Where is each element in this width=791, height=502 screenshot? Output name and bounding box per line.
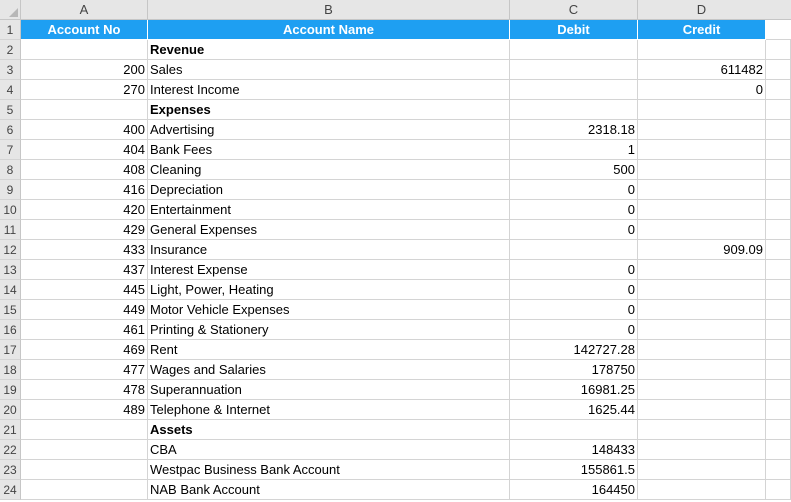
account-name-cell[interactable]: Insurance — [148, 240, 510, 260]
debit-cell[interactable]: 0 — [510, 200, 638, 220]
account-name-cell[interactable]: Light, Power, Heating — [148, 280, 510, 300]
debit-cell[interactable] — [510, 240, 638, 260]
account-no-cell[interactable] — [21, 100, 148, 120]
table-row — [21, 340, 791, 360]
table-row — [21, 100, 791, 120]
table-row — [21, 460, 791, 480]
account-name-cell[interactable]: Westpac Business Bank Account — [148, 460, 510, 480]
empty-cell[interactable] — [766, 320, 791, 340]
row-header[interactable]: 5 — [0, 100, 21, 120]
credit-cell[interactable] — [638, 400, 766, 420]
column-header-c[interactable]: C — [510, 0, 638, 20]
select-all-corner[interactable] — [0, 0, 21, 20]
empty-cell[interactable] — [766, 180, 791, 200]
empty-cell[interactable] — [766, 220, 791, 240]
credit-cell[interactable] — [638, 300, 766, 320]
debit-cell[interactable]: 1 — [510, 140, 638, 160]
account-name-cell[interactable]: Cleaning — [148, 160, 510, 180]
credit-cell[interactable] — [638, 260, 766, 280]
debit-cell[interactable]: 0 — [510, 220, 638, 240]
credit-cell[interactable] — [638, 220, 766, 240]
header-debit[interactable]: Debit — [510, 20, 638, 40]
account-no-cell[interactable]: 420 — [21, 200, 148, 220]
account-no-cell[interactable]: 449 — [21, 300, 148, 320]
account-name-cell[interactable]: Motor Vehicle Expenses — [148, 300, 510, 320]
account-no-cell[interactable] — [21, 40, 148, 60]
table-row — [21, 200, 791, 220]
account-no-cell[interactable] — [21, 460, 148, 480]
table-row — [21, 120, 791, 140]
credit-cell[interactable] — [638, 420, 766, 440]
debit-cell[interactable] — [510, 100, 638, 120]
account-name-cell[interactable]: Wages and Salaries — [148, 360, 510, 380]
row-header[interactable]: 8 — [0, 160, 21, 180]
row-header[interactable]: 17 — [0, 340, 21, 360]
account-name-cell[interactable]: Revenue — [148, 40, 510, 60]
table-row — [21, 240, 791, 260]
credit-cell[interactable]: 0 — [638, 80, 766, 100]
credit-cell[interactable] — [638, 380, 766, 400]
header-account-no[interactable]: Account No — [21, 20, 148, 40]
row-header[interactable]: 1 — [0, 20, 21, 40]
debit-cell[interactable]: 155861.5 — [510, 460, 638, 480]
empty-cell[interactable] — [766, 380, 791, 400]
credit-cell[interactable] — [638, 100, 766, 120]
empty-cell[interactable] — [766, 340, 791, 360]
account-no-cell[interactable]: 489 — [21, 400, 148, 420]
account-name-cell[interactable]: Interest Income — [148, 80, 510, 100]
account-no-cell[interactable]: 445 — [21, 280, 148, 300]
credit-cell[interactable] — [638, 200, 766, 220]
empty-cell[interactable] — [766, 360, 791, 380]
credit-cell[interactable] — [638, 120, 766, 140]
account-name-cell[interactable]: Assets — [148, 420, 510, 440]
debit-cell[interactable]: 142727.28 — [510, 340, 638, 360]
credit-cell[interactable] — [638, 280, 766, 300]
row-header[interactable]: 16 — [0, 320, 21, 340]
account-name-cell[interactable]: Printing & Stationery — [148, 320, 510, 340]
row-header[interactable]: 15 — [0, 300, 21, 320]
empty-cell[interactable] — [766, 260, 791, 280]
account-name-cell[interactable]: Telephone & Internet — [148, 400, 510, 420]
debit-cell[interactable] — [510, 420, 638, 440]
credit-cell[interactable] — [638, 360, 766, 380]
row-header[interactable]: 19 — [0, 380, 21, 400]
empty-cell[interactable] — [766, 100, 791, 120]
header-account-name[interactable]: Account Name — [148, 20, 510, 40]
row-header[interactable]: 13 — [0, 260, 21, 280]
table-row — [21, 360, 791, 380]
empty-cell[interactable] — [766, 300, 791, 320]
debit-cell[interactable]: 178750 — [510, 360, 638, 380]
column-header-a[interactable]: A — [21, 0, 148, 20]
empty-cell[interactable] — [766, 440, 791, 460]
table-row — [21, 440, 791, 460]
row-header[interactable]: 23 — [0, 460, 21, 480]
table-row — [21, 320, 791, 340]
empty-cell[interactable] — [766, 460, 791, 480]
account-name-cell[interactable]: CBA — [148, 440, 510, 460]
credit-cell[interactable] — [638, 140, 766, 160]
account-no-cell[interactable]: 416 — [21, 180, 148, 200]
debit-cell[interactable]: 2318.18 — [510, 120, 638, 140]
row-header[interactable]: 10 — [0, 200, 21, 220]
table-row — [21, 280, 791, 300]
empty-cell[interactable] — [766, 420, 791, 440]
account-name-cell[interactable]: Interest Expense — [148, 260, 510, 280]
table-row — [21, 40, 791, 60]
account-no-cell[interactable]: 469 — [21, 340, 148, 360]
row-header[interactable]: 7 — [0, 140, 21, 160]
debit-cell[interactable]: 0 — [510, 320, 638, 340]
table-row — [21, 480, 791, 500]
column-header-b[interactable]: B — [148, 0, 510, 20]
row-header[interactable]: 24 — [0, 480, 21, 500]
credit-cell[interactable] — [638, 480, 766, 500]
table-row — [21, 420, 791, 440]
select-all-triangle-icon — [9, 8, 18, 17]
account-no-cell[interactable]: 433 — [21, 240, 148, 260]
empty-cell[interactable] — [766, 240, 791, 260]
account-no-cell[interactable] — [21, 480, 148, 500]
row-headers — [0, 20, 21, 500]
account-no-cell[interactable]: 461 — [21, 320, 148, 340]
row-header[interactable]: 18 — [0, 360, 21, 380]
row-header[interactable]: 12 — [0, 240, 21, 260]
credit-cell[interactable]: 909.09 — [638, 240, 766, 260]
debit-cell[interactable]: 1625.44 — [510, 400, 638, 420]
cell-grid — [21, 20, 791, 500]
table-header-row — [21, 20, 791, 40]
credit-cell[interactable] — [638, 340, 766, 360]
empty-cell[interactable] — [766, 480, 791, 500]
debit-cell[interactable]: 164450 — [510, 480, 638, 500]
row-header[interactable]: 22 — [0, 440, 21, 460]
empty-cell[interactable] — [766, 20, 791, 40]
table-row — [21, 140, 791, 160]
debit-cell[interactable]: 16981.25 — [510, 380, 638, 400]
row-header[interactable]: 9 — [0, 180, 21, 200]
account-no-cell[interactable]: 270 — [21, 80, 148, 100]
empty-cell[interactable] — [766, 80, 791, 100]
credit-cell[interactable] — [638, 320, 766, 340]
account-no-cell[interactable] — [21, 440, 148, 460]
account-name-cell[interactable]: Rent — [148, 340, 510, 360]
credit-cell[interactable] — [638, 440, 766, 460]
credit-cell[interactable] — [638, 180, 766, 200]
empty-cell[interactable] — [766, 40, 791, 60]
account-name-cell[interactable]: Advertising — [148, 120, 510, 140]
empty-cell[interactable] — [766, 200, 791, 220]
table-row — [21, 300, 791, 320]
account-name-cell[interactable]: NAB Bank Account — [148, 480, 510, 500]
empty-cell[interactable] — [766, 60, 791, 80]
credit-cell[interactable] — [638, 40, 766, 60]
empty-cell[interactable] — [766, 160, 791, 180]
table-row — [21, 220, 791, 240]
debit-cell[interactable]: 0 — [510, 260, 638, 280]
debit-cell[interactable]: 500 — [510, 160, 638, 180]
empty-cell[interactable] — [766, 140, 791, 160]
credit-cell[interactable] — [638, 160, 766, 180]
debit-cell[interactable]: 0 — [510, 300, 638, 320]
table-row — [21, 400, 791, 420]
column-header-d[interactable]: D — [638, 0, 766, 20]
account-name-cell[interactable]: Superannuation — [148, 380, 510, 400]
row-header[interactable]: 20 — [0, 400, 21, 420]
table-row — [21, 160, 791, 180]
account-name-cell[interactable]: Expenses — [148, 100, 510, 120]
empty-cell[interactable] — [766, 120, 791, 140]
table-row — [21, 80, 791, 100]
row-header[interactable]: 21 — [0, 420, 21, 440]
account-no-cell[interactable]: 200 — [21, 60, 148, 80]
table-row — [21, 180, 791, 200]
empty-cell[interactable] — [766, 280, 791, 300]
row-header[interactable]: 14 — [0, 280, 21, 300]
account-no-cell[interactable] — [21, 420, 148, 440]
row-header[interactable]: 3 — [0, 60, 21, 80]
account-no-cell[interactable]: 478 — [21, 380, 148, 400]
account-no-cell[interactable]: 477 — [21, 360, 148, 380]
row-header[interactable]: 11 — [0, 220, 21, 240]
account-name-cell[interactable]: Depreciation — [148, 180, 510, 200]
header-credit[interactable]: Credit — [638, 20, 766, 40]
account-no-cell[interactable]: 404 — [21, 140, 148, 160]
empty-cell[interactable] — [766, 400, 791, 420]
account-no-cell[interactable]: 400 — [21, 120, 148, 140]
table-row — [21, 60, 791, 80]
account-name-cell[interactable]: Sales — [148, 60, 510, 80]
account-no-cell[interactable]: 437 — [21, 260, 148, 280]
debit-cell[interactable] — [510, 40, 638, 60]
debit-cell[interactable] — [510, 60, 638, 80]
debit-cell[interactable]: 0 — [510, 180, 638, 200]
table-row — [21, 260, 791, 280]
row-header[interactable]: 4 — [0, 80, 21, 100]
debit-cell[interactable]: 0 — [510, 280, 638, 300]
credit-cell[interactable]: 611482 — [638, 60, 766, 80]
row-header[interactable]: 2 — [0, 40, 21, 60]
table-row — [21, 380, 791, 400]
account-name-cell[interactable]: Entertainment — [148, 200, 510, 220]
debit-cell[interactable]: 148433 — [510, 440, 638, 460]
row-header[interactable]: 6 — [0, 120, 21, 140]
account-no-cell[interactable]: 408 — [21, 160, 148, 180]
account-name-cell[interactable]: General Expenses — [148, 220, 510, 240]
account-no-cell[interactable]: 429 — [21, 220, 148, 240]
credit-cell[interactable] — [638, 460, 766, 480]
column-header-e[interactable] — [765, 0, 791, 20]
account-name-cell[interactable]: Bank Fees — [148, 140, 510, 160]
debit-cell[interactable] — [510, 80, 638, 100]
